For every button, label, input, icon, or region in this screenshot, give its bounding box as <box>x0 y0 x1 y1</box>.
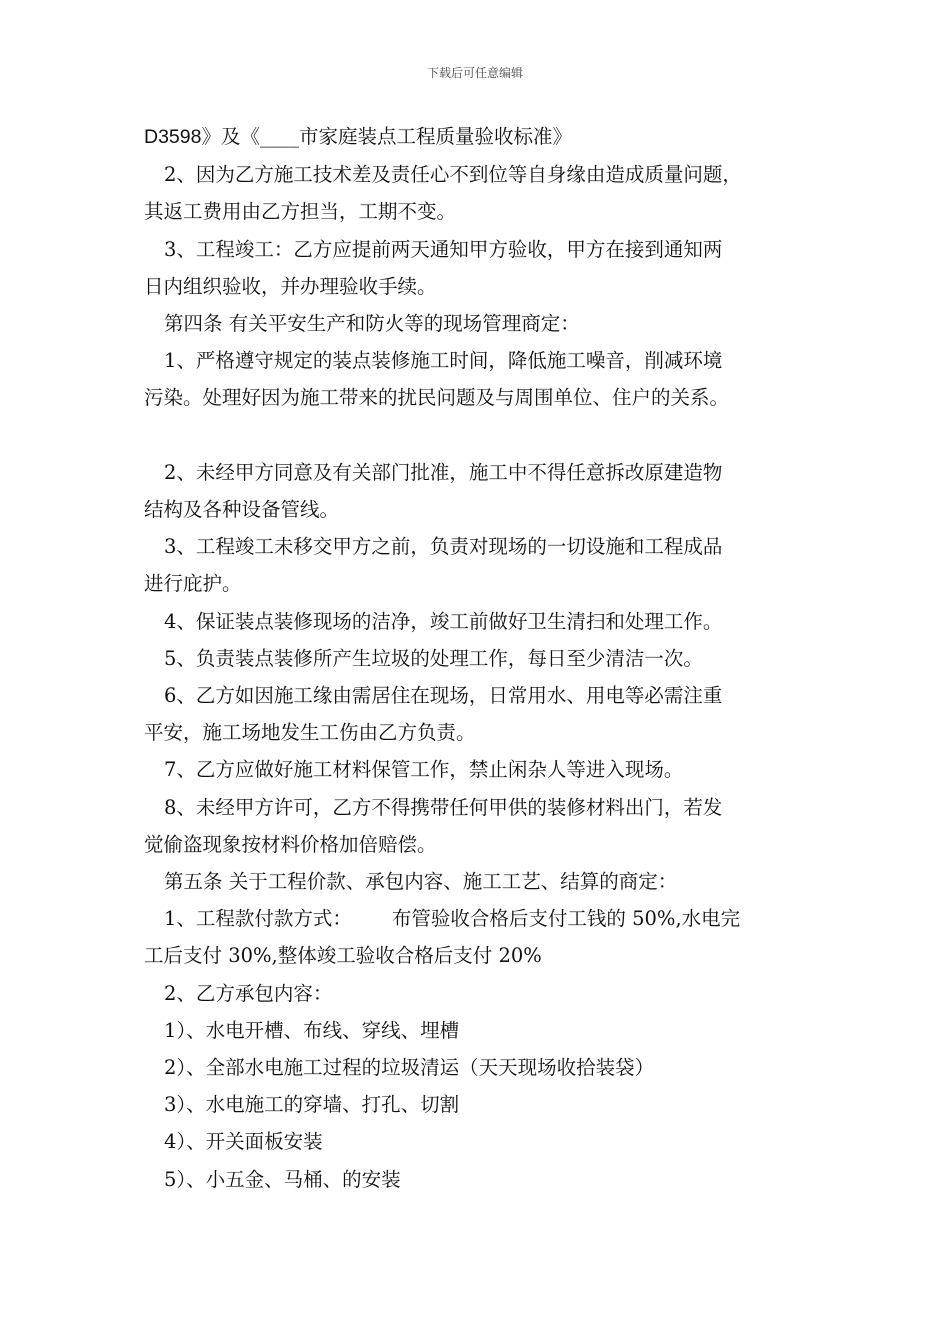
text-line: 5、负责装点装修所产生垃圾的处理工作，每日至少清洁一次。 <box>164 646 703 670</box>
document-body <box>144 118 824 1198</box>
text-line: 8、未经甲方许可，乙方不得携带任何甲供的装修材料出门，若发 <box>164 795 723 819</box>
text-line: 觉偷盗现象按材料价格加倍赔偿。 <box>144 832 437 856</box>
text-line: 结构及各种设备管线。 <box>144 498 340 522</box>
page-header: 下载后可任意编辑 <box>426 66 523 80</box>
text-line: 7、乙方应做好施工材料保管工作，禁止闲杂人等进入现场。 <box>164 758 684 782</box>
list-item: 5）、小五金、马桶、的安装 <box>164 1167 401 1191</box>
standard-code: D3598》 <box>144 126 221 148</box>
text-line: 进行庇护。 <box>144 572 242 596</box>
text-line <box>144 900 824 937</box>
text-line: 2、因为乙方施工技术差及责任心不到位等自身缘由造成质量问题， <box>164 163 742 187</box>
article-four-heading: 第四条 有关平安生产和防火等的现场管理商定： <box>164 312 580 336</box>
text-line: 6、乙方如因施工缘由需居住在现场，日常用水、用电等必需注重 <box>164 684 723 708</box>
list-item: 2）、全部水电施工过程的垃圾清运（天天现场收拾装袋） <box>164 1056 655 1080</box>
standard-title: 及《____市家庭装点工程质量验收标准》 <box>220 125 572 148</box>
blank-line <box>144 417 824 454</box>
text-line: 4、保证装点装修现场的洁净，竣工前做好卫生清扫和处理工作。 <box>164 609 723 633</box>
list-item: 3）、水电施工的穿墙、打孔、切割 <box>164 1093 460 1117</box>
list-item: 4）、开关面板安装 <box>164 1130 323 1154</box>
text-line: 2、乙方承包内容： <box>164 981 333 1005</box>
text-line: 3、工程竣工未移交甲方之前，负责对现场的一切设施和工程成品 <box>164 535 723 559</box>
text-line: 日内组织验收，并办理验收手续。 <box>144 274 437 298</box>
text-line: 污染。处理好因为施工带来的扰民问题及与周围单位、住户的关系。 <box>144 386 730 410</box>
text-line: 2、未经甲方同意及有关部门批准，施工中不得任意拆改原建造物 <box>164 460 723 484</box>
article-five-heading: 第五条 关于工程价款、承包内容、施工工艺、结算的商定： <box>164 870 678 894</box>
list-item: 1）、水电开槽、布线、穿线、埋槽 <box>164 1018 460 1042</box>
text-line: 1、严格遵守规定的装点装修施工时间，降低施工噪音，削减环境 <box>164 349 723 373</box>
payment-method-detail: 布管验收合格后支付工钱的 50%,水电完 <box>391 907 741 931</box>
text-line: 3、工程竣工：乙方应提前两天通知甲方验收，甲方在接到通知两 <box>164 237 723 261</box>
payment-method-label: 1、工程款付款方式： <box>164 907 352 931</box>
text-line: 平安，施工场地发生工伤由乙方负责。 <box>144 721 476 745</box>
text-line <box>144 118 824 156</box>
text-line: 其返工费用由乙方担当，工期不变。 <box>144 200 457 224</box>
text-line: 工后支付 30%,整体竣工验收合格后支付 20% <box>144 944 542 968</box>
